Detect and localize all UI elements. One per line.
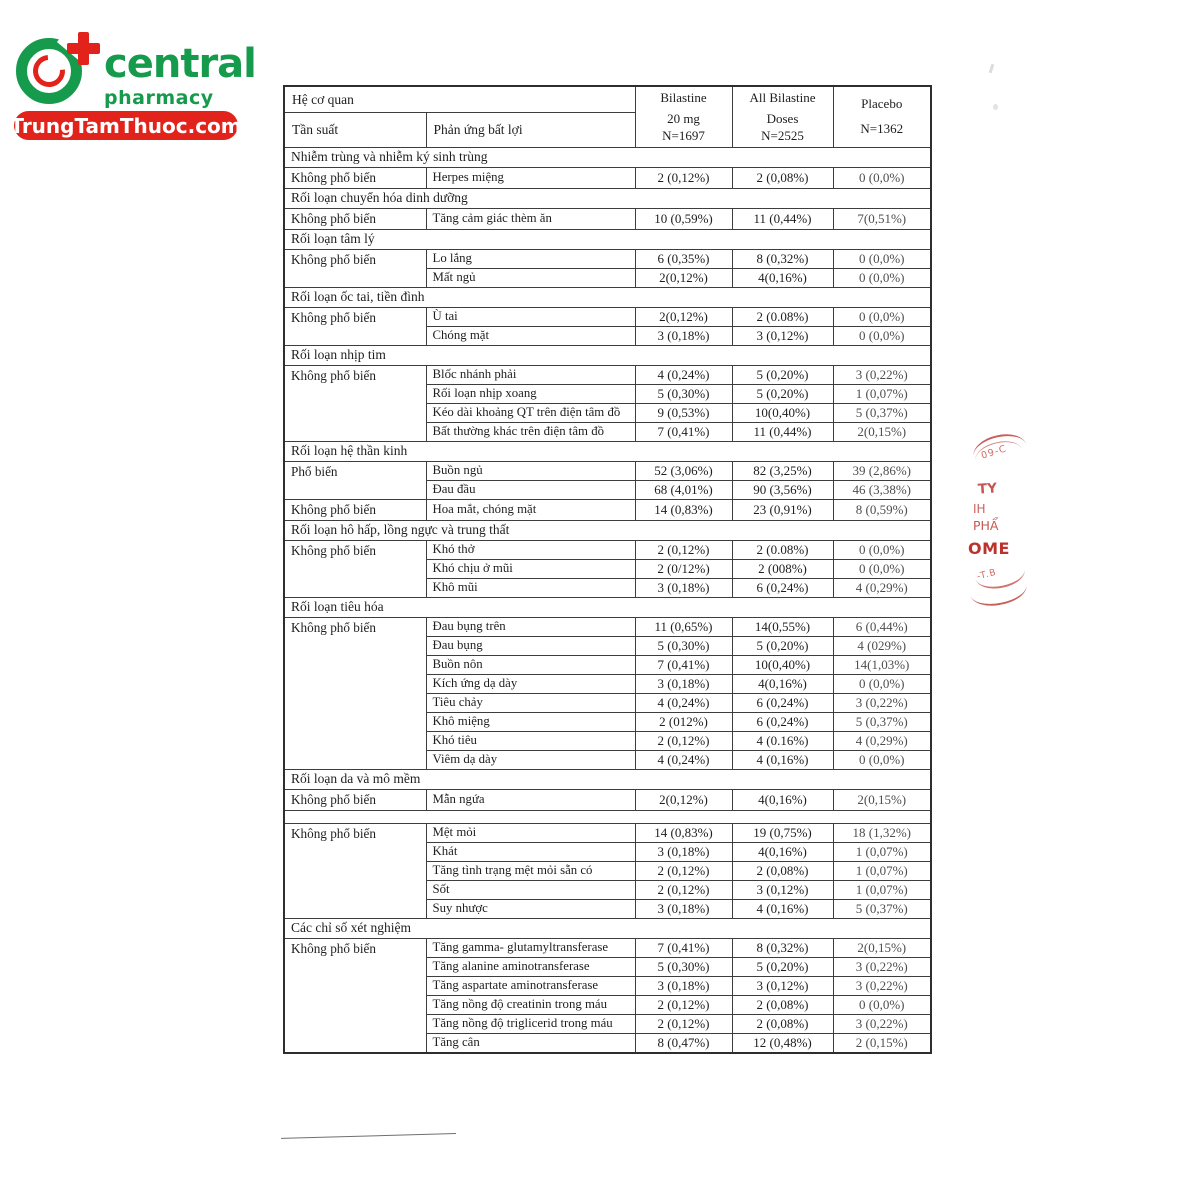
bilastine-20mg-value: 2 (0,12%) [635,861,732,880]
bilastine-20mg-value: 3 (0,18%) [635,842,732,861]
bilastine-20mg-value: 2(0,12%) [635,268,732,287]
section-title: Rối loạn nhịp tim [284,345,931,365]
bilastine-20mg-value: 2 (0,12%) [635,880,732,899]
reaction-cell: Khó thở [426,540,635,559]
bilastine-20mg-value: 2 (0,12%) [635,540,732,559]
header-col-all-bilastine [732,86,833,147]
bilastine-20mg-value: 4 (0,24%) [635,750,732,769]
reaction-cell: Tăng aspartate aminotransferase [426,976,635,995]
bilastine-20mg-value: 10 (0,59%) [635,208,732,229]
all-doses-value: 6 (0,24%) [732,693,833,712]
frequency-cell: Không phổ biến [284,823,426,918]
all-doses-value: 82 (3,25%) [732,461,833,480]
all-doses-value: 2 (0.08%) [732,540,833,559]
bilastine-20mg-value: 9 (0,53%) [635,403,732,422]
header-all-bilastine-n: N=2525 [761,127,804,143]
reaction-cell: Blốc nhánh phải [426,365,635,384]
placebo-value: 4 (0,29%) [833,578,931,597]
placebo-value: 7(0,51%) [833,208,931,229]
reaction-cell: Herpes miệng [426,167,635,188]
header-all-bilastine-dose: Doses [766,111,799,127]
reaction-cell: Khô miệng [426,712,635,731]
placebo-value: 0 (0,0%) [833,995,931,1014]
placebo-value: 1 (0,07%) [833,842,931,861]
reaction-cell: Ù tai [426,307,635,326]
bilastine-20mg-value: 2 (0,12%) [635,167,732,188]
bilastine-20mg-value: 3 (0,18%) [635,976,732,995]
header-adverse-reaction: Phản ứng bất lợi [426,113,635,148]
section-row [284,520,931,540]
reaction-cell: Tăng tình trạng mệt mỏi sẵn có [426,861,635,880]
all-doses-value: 2 (0,08%) [732,861,833,880]
stamp-text-fragment: PHẨ [973,518,999,533]
logo-tagline-text: pharmacy [104,87,214,109]
placebo-value: 0 (0,0%) [833,249,931,268]
reaction-cell: Kéo dài khoảng QT trên điện tâm đồ [426,403,635,422]
placebo-value: 5 (0,37%) [833,899,931,918]
adverse-table-body [284,147,931,1053]
bilastine-20mg-value: 2(0,12%) [635,307,732,326]
all-doses-value: 4 (0,16%) [732,750,833,769]
logo-banner-text: TrungTamThuoc.com [10,113,242,138]
header-bilastine-name: Bilastine [660,90,707,105]
bilastine-20mg-value: 3 (0,18%) [635,326,732,345]
all-doses-value: 5 (0,20%) [732,957,833,976]
header-bilastine-n: N=1697 [662,127,705,143]
all-doses-value: 14(0,55%) [732,617,833,636]
data-row [284,249,931,268]
data-row [284,499,931,520]
all-doses-value: 2 (008%) [732,559,833,578]
all-doses-value: 11 (0,44%) [732,422,833,441]
reaction-cell: Đau bụng [426,636,635,655]
reaction-cell: Bất thường khác trên điện tâm đồ [426,422,635,441]
reaction-cell: Suy nhược [426,899,635,918]
frequency-cell: Không phổ biến [284,208,426,229]
scan-skew-line [281,1133,456,1139]
all-doses-value: 2 (0.08%) [732,307,833,326]
logo-text [104,41,256,109]
reaction-cell: Tăng nồng độ creatinin trong máu [426,995,635,1014]
all-doses-value: 11 (0,44%) [732,208,833,229]
all-doses-value: 2 (0,08%) [732,995,833,1014]
all-doses-value: 10(0,40%) [732,403,833,422]
bilastine-20mg-value: 14 (0,83%) [635,499,732,520]
reaction-cell: Sốt [426,880,635,899]
all-doses-value: 4(0,16%) [732,842,833,861]
reaction-cell: Viêm dạ dày [426,750,635,769]
all-doses-value: 3 (0,12%) [732,976,833,995]
placebo-value: 0 (0,0%) [833,750,931,769]
all-doses-value: 4(0,16%) [732,789,833,810]
placebo-value: 18 (1,32%) [833,823,931,842]
section-title: Rối loạn tiêu hóa [284,597,931,617]
scan-speck [989,64,995,73]
reaction-cell: Rối loạn nhịp xoang [426,384,635,403]
all-doses-value: 4(0,16%) [732,674,833,693]
section-row [284,918,931,938]
placebo-value: 8 (0,59%) [833,499,931,520]
all-doses-value: 8 (0,32%) [732,249,833,268]
bilastine-20mg-value: 3 (0,18%) [635,578,732,597]
frequency-cell: Không phổ biến [284,540,426,597]
placebo-value: 1 (0,07%) [833,384,931,403]
placebo-value: 14(1,03%) [833,655,931,674]
all-doses-value: 4 (0,16%) [732,899,833,918]
bilastine-20mg-value: 5 (0,30%) [635,957,732,976]
bilastine-20mg-value: 7 (0,41%) [635,938,732,957]
reaction-cell: Lo lắng [426,249,635,268]
bilastine-20mg-value: 68 (4,01%) [635,480,732,499]
section-title: Rối loạn hô hấp, lồng ngực và trung thất [284,520,931,540]
header-row-1 [284,86,931,113]
section-row [284,287,931,307]
placebo-value: 3 (0,22%) [833,693,931,712]
frequency-cell: Không phổ biến [284,365,426,441]
frequency-cell: Không phổ biến [284,938,426,1053]
frequency-cell: Phổ biến [284,461,426,499]
placebo-value: 6 (0,44%) [833,617,931,636]
reaction-cell: Buồn nôn [426,655,635,674]
reaction-cell: Tiêu chảy [426,693,635,712]
bilastine-20mg-value: 7 (0,41%) [635,422,732,441]
placebo-value: 2(0,15%) [833,938,931,957]
placebo-value: 1 (0,07%) [833,880,931,899]
data-row [284,617,931,636]
section-row [284,345,931,365]
frequency-cell: Không phổ biến [284,499,426,520]
reaction-cell: Mệt mỏi [426,823,635,842]
reaction-cell: Hoa mắt, chóng mặt [426,499,635,520]
placebo-value: 0 (0,0%) [833,540,931,559]
spacer-cell [284,810,931,823]
all-doses-value: 8 (0,32%) [732,938,833,957]
adverse-reactions-table [283,85,932,1054]
bilastine-20mg-value: 7 (0,41%) [635,655,732,674]
header-bilastine-dose: 20 mg [667,111,700,127]
all-doses-value: 3 (0,12%) [732,880,833,899]
section-title: Rối loạn chuyển hóa dinh dưỡng [284,188,931,208]
placebo-value: 2(0,15%) [833,422,931,441]
section-title: Các chỉ số xét nghiệm [284,918,931,938]
placebo-value: 0 (0,0%) [833,307,931,326]
section-row [284,597,931,617]
stamp-text-fragment: OME [968,539,1010,558]
reaction-cell: Khô mũi [426,578,635,597]
all-doses-value: 4 (0.16%) [732,731,833,750]
reaction-cell: Tăng alanine aminotransferase [426,957,635,976]
frequency-cell: Không phổ biến [284,617,426,769]
section-row [284,441,931,461]
frequency-cell: Không phổ biến [284,307,426,345]
data-row [284,307,931,326]
placebo-value: 3 (0,22%) [833,976,931,995]
data-row [284,789,931,810]
stamp-text-fragment: -T.B [976,567,998,583]
central-pharmacy-logo-mark [16,30,100,112]
frequency-cell: Không phổ biến [284,249,426,287]
logo-banner [10,111,242,140]
all-doses-value: 10(0,40%) [732,655,833,674]
header-col-bilastine-20mg [635,86,732,147]
section-row [284,188,931,208]
all-doses-value: 90 (3,56%) [732,480,833,499]
stamp-text-fragment: 09-C [979,443,1009,462]
header-all-bilastine-name: All Bilastine [749,90,816,105]
placebo-value: 0 (0,0%) [833,167,931,188]
red-stamp [965,432,1050,604]
reaction-cell: Đau bụng trên [426,617,635,636]
placebo-value: 5 (0,37%) [833,403,931,422]
header-col-placebo [833,86,931,147]
stamp-text-fragment: IH [973,502,986,516]
placebo-value: 0 (0,0%) [833,268,931,287]
header-organ-system: Hệ cơ quan [284,86,635,113]
bilastine-20mg-value: 8 (0,47%) [635,1033,732,1053]
frequency-cell: Không phổ biến [284,167,426,188]
bilastine-20mg-value: 5 (0,30%) [635,636,732,655]
all-doses-value: 19 (0,75%) [732,823,833,842]
section-title: Rối loạn hệ thần kinh [284,441,931,461]
placebo-value: 4 (0,29%) [833,731,931,750]
placebo-value: 3 (0,22%) [833,1014,931,1033]
bilastine-20mg-value: 2 (0,12%) [635,731,732,750]
bilastine-20mg-value: 6 (0,35%) [635,249,732,268]
reaction-cell: Chóng mặt [426,326,635,345]
placebo-value: 2(0,15%) [833,789,931,810]
bilastine-20mg-value: 11 (0,65%) [635,617,732,636]
section-title: Nhiễm trùng và nhiễm ký sinh trùng [284,147,931,167]
placebo-value: 0 (0,0%) [833,559,931,578]
section-title: Rối loạn tâm lý [284,229,931,249]
bilastine-20mg-value: 52 (3,06%) [635,461,732,480]
reaction-cell: Khó tiêu [426,731,635,750]
bilastine-20mg-value: 4 (0,24%) [635,693,732,712]
section-row [284,769,931,789]
reaction-cell: Tăng cân [426,1033,635,1053]
header-frequency: Tần suất [284,113,426,148]
all-doses-value: 5 (0,20%) [732,384,833,403]
section-title: Rối loạn ốc tai, tiền đình [284,287,931,307]
all-doses-value: 12 (0,48%) [732,1033,833,1053]
stamp-text-fragment: TY [977,480,998,498]
header-placebo-n: N=1362 [860,121,904,137]
placebo-value: 39 (2,86%) [833,461,931,480]
all-doses-value: 6 (0,24%) [732,712,833,731]
placebo-value: 46 (3,38%) [833,480,931,499]
data-row [284,365,931,384]
reaction-cell: Khát [426,842,635,861]
bilastine-20mg-value: 2(0,12%) [635,789,732,810]
all-doses-value: 2 (0,08%) [732,1014,833,1033]
reaction-cell: Tăng cảm giác thèm ăn [426,208,635,229]
reaction-cell: Mẫn ngứa [426,789,635,810]
section-row [284,229,931,249]
all-doses-value: 2 (0,08%) [732,167,833,188]
placebo-value: 3 (0,22%) [833,957,931,976]
placebo-value: 2 (0,15%) [833,1033,931,1053]
all-doses-value: 23 (0,91%) [732,499,833,520]
bilastine-20mg-value: 14 (0,83%) [635,823,732,842]
central-pharmacy-logo [10,30,256,142]
header-placebo-name: Placebo [861,96,903,112]
bilastine-20mg-value: 2 (0/12%) [635,559,732,578]
placebo-value: 3 (0,22%) [833,365,931,384]
placebo-value: 0 (0,0%) [833,674,931,693]
bilastine-20mg-value: 3 (0,18%) [635,899,732,918]
bilastine-20mg-value: 4 (0,24%) [635,365,732,384]
placebo-value: 1 (0,07%) [833,861,931,880]
all-doses-value: 3 (0,12%) [732,326,833,345]
all-doses-value: 4(0,16%) [732,268,833,287]
reaction-cell: Tăng gamma- glutamyltransferase [426,938,635,957]
data-row [284,208,931,229]
data-row [284,938,931,957]
bilastine-20mg-value: 2 (0,12%) [635,1014,732,1033]
bilastine-20mg-value: 5 (0,30%) [635,384,732,403]
placebo-value: 5 (0,37%) [833,712,931,731]
placebo-value: 0 (0,0%) [833,326,931,345]
data-row [284,461,931,480]
data-row [284,540,931,559]
reaction-cell: Đau đầu [426,480,635,499]
all-doses-value: 5 (0,20%) [732,636,833,655]
bilastine-20mg-value: 2 (0,12%) [635,995,732,1014]
logo-plus-icon [67,43,100,54]
data-row [284,823,931,842]
data-row [284,167,931,188]
section-row [284,147,931,167]
reaction-cell: Kích ứng dạ dày [426,674,635,693]
reaction-cell: Khó chịu ở mũi [426,559,635,578]
logo-brand-text: central [104,41,256,87]
bilastine-20mg-value: 3 (0,18%) [635,674,732,693]
section-title: Rối loạn da và mô mềm [284,769,931,789]
reaction-cell: Tăng nồng độ triglicerid trong máu [426,1014,635,1033]
reaction-cell: Mất ngủ [426,268,635,287]
placebo-value: 4 (029%) [833,636,931,655]
spacer-row [284,810,931,823]
scan-speck [993,104,998,110]
reaction-cell: Buồn ngủ [426,461,635,480]
all-doses-value: 6 (0,24%) [732,578,833,597]
frequency-cell: Không phổ biến [284,789,426,810]
all-doses-value: 5 (0,20%) [732,365,833,384]
bilastine-20mg-value: 2 (012%) [635,712,732,731]
